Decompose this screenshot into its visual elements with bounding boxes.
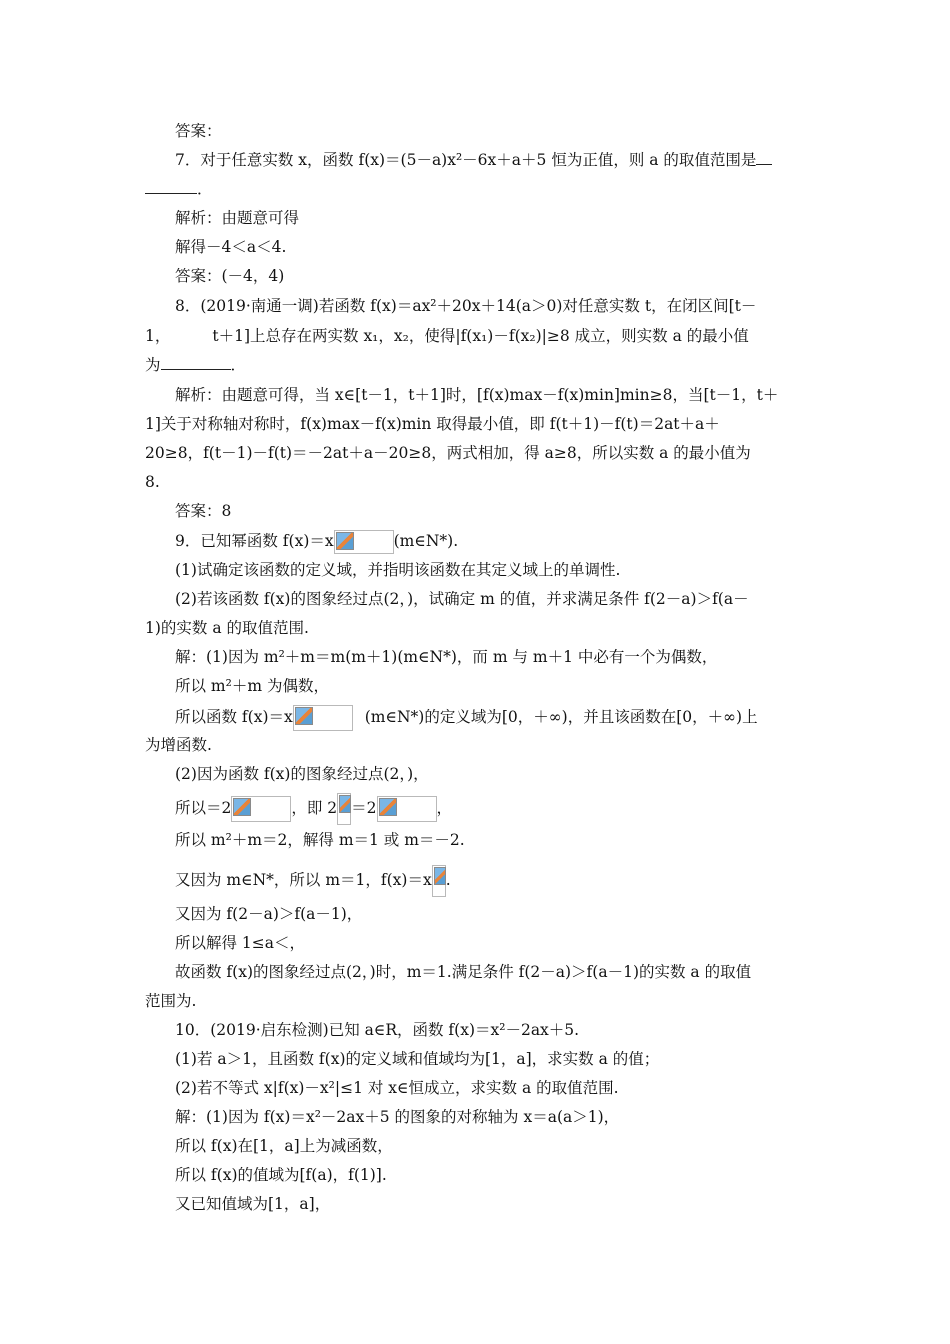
text-line: 解得－4＜a＜4. xyxy=(175,238,287,256)
broken-image-icon xyxy=(432,865,446,897)
text-line: 1， t＋1]上总存在两实数 x₁，x₂，使得|f(x₁)－f(x₂)|≥8 成立，则实数 a 的最小值 xyxy=(145,327,749,345)
text-line: 又已知值域为[1，a]， xyxy=(175,1195,331,1213)
text-line: 答案：8 xyxy=(175,502,232,520)
text-line: ． xyxy=(145,179,213,199)
text-line: 为增函数. xyxy=(145,736,212,754)
answer-blank xyxy=(756,150,772,165)
question-8: 8．(2019·南通一调)若函数 f(x)＝ax²＋20x＋14(a＞0)对任意实数 t，在闭区间[t－ xyxy=(175,297,757,315)
question-7: 7．对于任意实数 x，函数 f(x)＝(5－a)x²－6x＋a＋5 恒为正值，则 a 的取值范围是 xyxy=(175,150,772,170)
text-line: 为 ． xyxy=(145,356,247,374)
text-line: 解析：由题意可得 xyxy=(175,209,300,227)
broken-image-icon xyxy=(377,796,437,822)
text-line: 8. xyxy=(145,473,160,491)
broken-image-icon xyxy=(334,530,394,554)
broken-image-icon xyxy=(231,796,291,822)
text-line: 所以解得 1≤a＜， xyxy=(175,934,306,952)
broken-image-icon xyxy=(337,793,351,825)
answer-blank xyxy=(145,179,197,194)
answer-blank xyxy=(161,355,231,370)
text-line: 所以 m²＋m＝2，解得 m＝1 或 m＝－2. xyxy=(175,831,465,849)
text-line: 解：(1)因为 f(x)＝x²－2ax＋5 的图象的对称轴为 x＝a(a＞1)， xyxy=(175,1108,620,1126)
text-line: 所以函数 f(x)＝x (m∈N*)的定义域为[0，＋∞)，并且该函数在[0，＋∞)上 xyxy=(175,705,758,731)
text-line: (2)若该函数 f(x)的图象经过点(2，)，试确定 m 的值，并求满足条件 f(2－a)＞f(a－ xyxy=(175,590,749,608)
text-line: (2)若不等式 x|f(x)－x²|≤1 对 x∈恒成立，求实数 a 的取值范围. xyxy=(175,1079,619,1097)
text-line: 答案： xyxy=(175,122,222,140)
text-line: 1]关于对称轴对称时，f(x)max－f(x)min 取得最小值，即 f(t＋1)－f(t)＝2at＋a＋ xyxy=(145,415,720,433)
question-9: 9．已知幂函数 f(x)＝x (m∈N*). xyxy=(175,530,458,554)
text-line: 20≥8，f(t－1)－f(t)＝－2at＋a－20≥8，两式相加，得 a≥8，所以实数 a 的最小值为 xyxy=(145,444,751,462)
text-line: 故函数 f(x)的图象经过点(2，)时，m＝1.满足条件 f(2－a)＞f(a－1)的实数 a 的取值 xyxy=(175,963,752,981)
text-line: 又因为 f(2－a)＞f(a－1)， xyxy=(175,905,363,923)
text-line: 1)的实数 a 的取值范围. xyxy=(145,619,309,637)
text-line: 解：(1)因为 m²＋m＝m(m＋1)(m∈N*)，而 m 与 m＋1 中必有一个为偶数， xyxy=(175,648,718,666)
broken-image-icon xyxy=(293,705,353,731)
text-line: 解析：由题意可得，当 x∈[t－1，t＋1]时，[f(x)max－f(x)min]min≥8，当[t－1，t＋ xyxy=(175,386,779,404)
text-line: (1)试确定该函数的定义域，并指明该函数在其定义域上的单调性. xyxy=(175,561,621,579)
text-line: (2)因为函数 f(x)的图象经过点(2，)， xyxy=(175,765,429,783)
text-line: 答案：(－4，4) xyxy=(175,267,285,285)
text-line: 所以 m²＋m 为偶数， xyxy=(175,677,329,695)
question-10: 10．(2019·启东检测)已知 a∈R，函数 f(x)＝x²－2ax＋5. xyxy=(175,1021,580,1039)
text-line: (1)若 a＞1，且函数 f(x)的定义域和值域均为[1，a]，求实数 a 的值； xyxy=(175,1050,660,1068)
text-line: 所以 f(x)在[1，a]上为减函数， xyxy=(175,1137,393,1155)
text-line: 范围为. xyxy=(145,992,197,1010)
text-line: 又因为 m∈N*，所以 m＝1，f(x)＝x . xyxy=(175,865,451,897)
text-line: 所以＝2 ，即 2 ＝2 ， xyxy=(175,793,452,825)
text-line: 所以 f(x)的值域为[f(a)，f(1)]. xyxy=(175,1166,387,1184)
